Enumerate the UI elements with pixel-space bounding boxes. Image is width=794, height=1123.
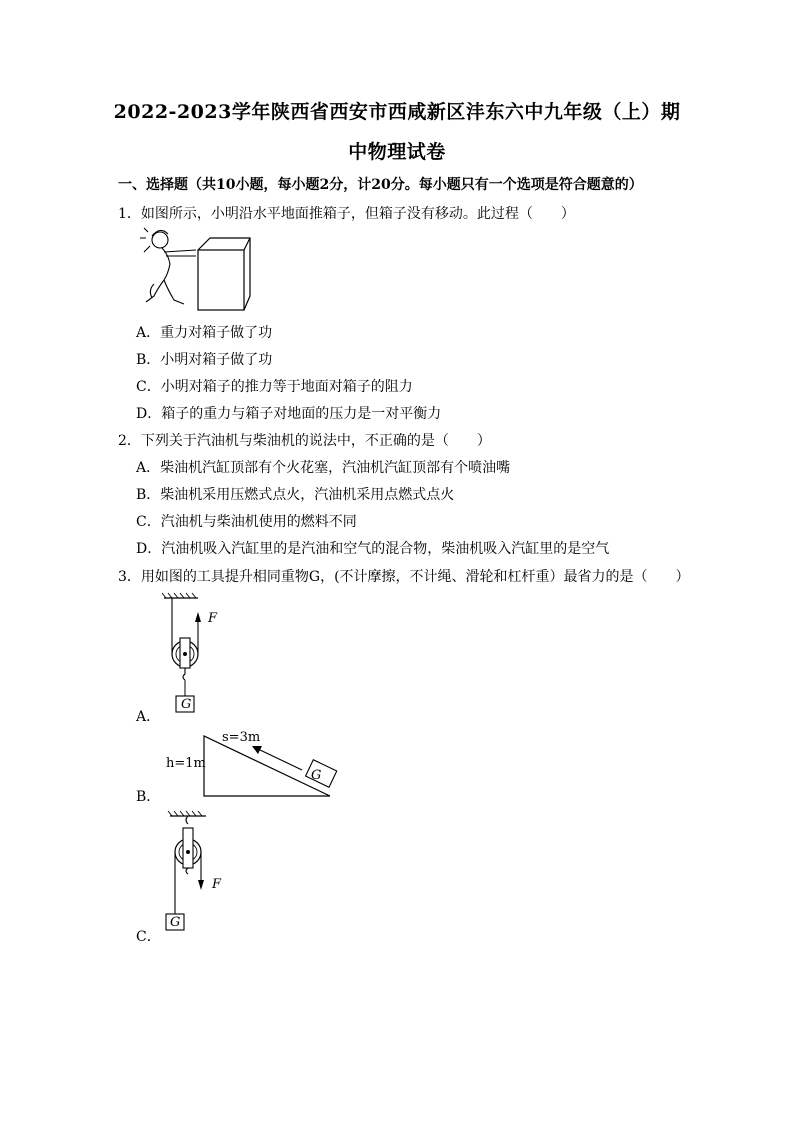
- q2-option-b[interactable]: B．柴油机采用压燃式点火，汽油机采用点燃式点火: [136, 487, 455, 503]
- boy-pushing-box-figure: [134, 224, 254, 314]
- q2-option-a[interactable]: A．柴油机汽缸顶部有个火花塞，汽油机汽缸顶部有个喷油嘴: [136, 460, 511, 476]
- q1-option-d[interactable]: D．箱子的重力与箱子对地面的压力是一对平衡力: [136, 406, 442, 422]
- q3-option-c-label[interactable]: C．: [136, 929, 161, 945]
- force-label-a: F: [208, 611, 218, 626]
- q2-option-d[interactable]: D．汽油机吸入汽缸里的是汽油和空气的混合物，柴油机吸入汽缸里的是空气: [136, 541, 610, 557]
- height-label: h=1m: [166, 756, 206, 771]
- question-2-stem: 2．下列关于汽油机与柴油机的说法中，不正确的是（ ）: [118, 433, 491, 449]
- question-1-stem: 1．如图所示，小明沿水平地面推箱子，但箱子没有移动。此过程（ ）: [118, 206, 575, 222]
- question-3-stem: 3．用如图的工具提升相同重物G，(不计摩擦，不计绳、滑轮和杠杆重）最省力的是（ ）: [118, 569, 690, 585]
- movable-pulley-figure: [158, 592, 228, 716]
- q1-option-b[interactable]: B．小明对箱子做了功: [136, 352, 273, 368]
- q2-option-c[interactable]: C．汽油机与柴油机使用的燃料不同: [136, 514, 357, 530]
- q1-option-a[interactable]: A．重力对箱子做了功: [136, 325, 273, 341]
- weight-label-b: G: [311, 768, 322, 783]
- section-heading: 一、选择题（共10小题，每小题2分，计20分。每小题只有一个选项是符合题意的）: [118, 177, 643, 193]
- inclined-plane-figure: [196, 730, 346, 800]
- boy-shape: [140, 228, 196, 304]
- title-line-1: 2022-2023学年陕西省西安市西咸新区沣东六中九年级（上）期: [113, 101, 681, 123]
- q3-option-b-label[interactable]: B．: [136, 789, 161, 805]
- slope-length-label: s=3m: [222, 730, 261, 745]
- q1-option-c[interactable]: C．小明对箱子的推力等于地面对箱子的阻力: [136, 379, 413, 395]
- force-label-c: F: [212, 877, 222, 892]
- weight-label-c: G: [170, 915, 181, 930]
- q3-option-a-label[interactable]: A．: [136, 709, 161, 725]
- title-line-2: 中物理试卷: [348, 141, 446, 163]
- box-shape: [198, 238, 250, 310]
- weight-label-a: G: [181, 697, 192, 712]
